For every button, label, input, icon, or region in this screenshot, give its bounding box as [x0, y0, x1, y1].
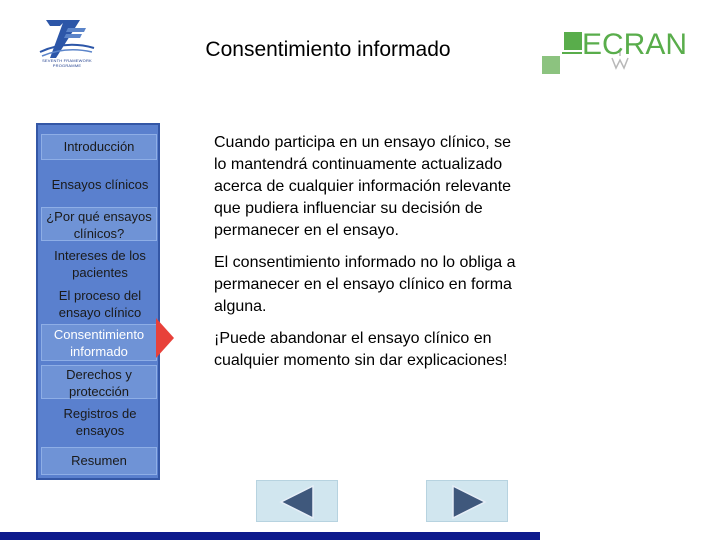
content-paragraph: ¡Puede abandonar el ensayo clínico en cualquier momento sin dar explicaciones!: [214, 330, 508, 369]
main-content: [214, 132, 520, 382]
content-paragraph: Cuando participa en un ensayo clínico, se lo mantendrá continuamente actualizado acerca de cualquier información relevante que pudiera influenciar su decisión de permanecer en el ensayo.: [214, 134, 512, 239]
fp7-logo-text: SEVENTH FRAMEWORK PROGRAMME: [42, 58, 92, 68]
nav-item-derechos[interactable]: Derechos y protección: [41, 365, 157, 399]
page-title: Consentimiento informado: [205, 38, 451, 61]
nav-item-resumen[interactable]: Resumen: [41, 447, 157, 475]
next-button[interactable]: [426, 480, 508, 522]
nav-item-intereses[interactable]: Intereses de los pacientes: [54, 248, 146, 280]
content-paragraph: El consentimiento informado no lo obliga a permanecer en el ensayo clínico en forma alguna.: [214, 254, 516, 315]
triangle-left-icon: [257, 481, 339, 523]
nav-item-por-que[interactable]: ¿Por qué ensayos clínicos?: [41, 207, 157, 241]
nav-item-ensayos-clinicos[interactable]: Ensayos clínicos: [51, 177, 149, 192]
nav-item-introduccion[interactable]: Introducción: [41, 134, 157, 160]
nav-item-consentimiento[interactable]: Consentimiento informado: [41, 324, 157, 361]
sidebar-nav: [36, 123, 160, 480]
active-pointer-icon: [156, 318, 174, 358]
previous-button[interactable]: [256, 480, 338, 522]
triangle-right-icon: [427, 481, 509, 523]
ecran-logo-text: ECRAN: [582, 28, 688, 61]
bottom-bar: [0, 532, 540, 540]
nav-item-proceso[interactable]: El proceso del ensayo clínico: [58, 288, 142, 320]
nav-item-registros[interactable]: Registros de ensayos: [63, 406, 137, 438]
